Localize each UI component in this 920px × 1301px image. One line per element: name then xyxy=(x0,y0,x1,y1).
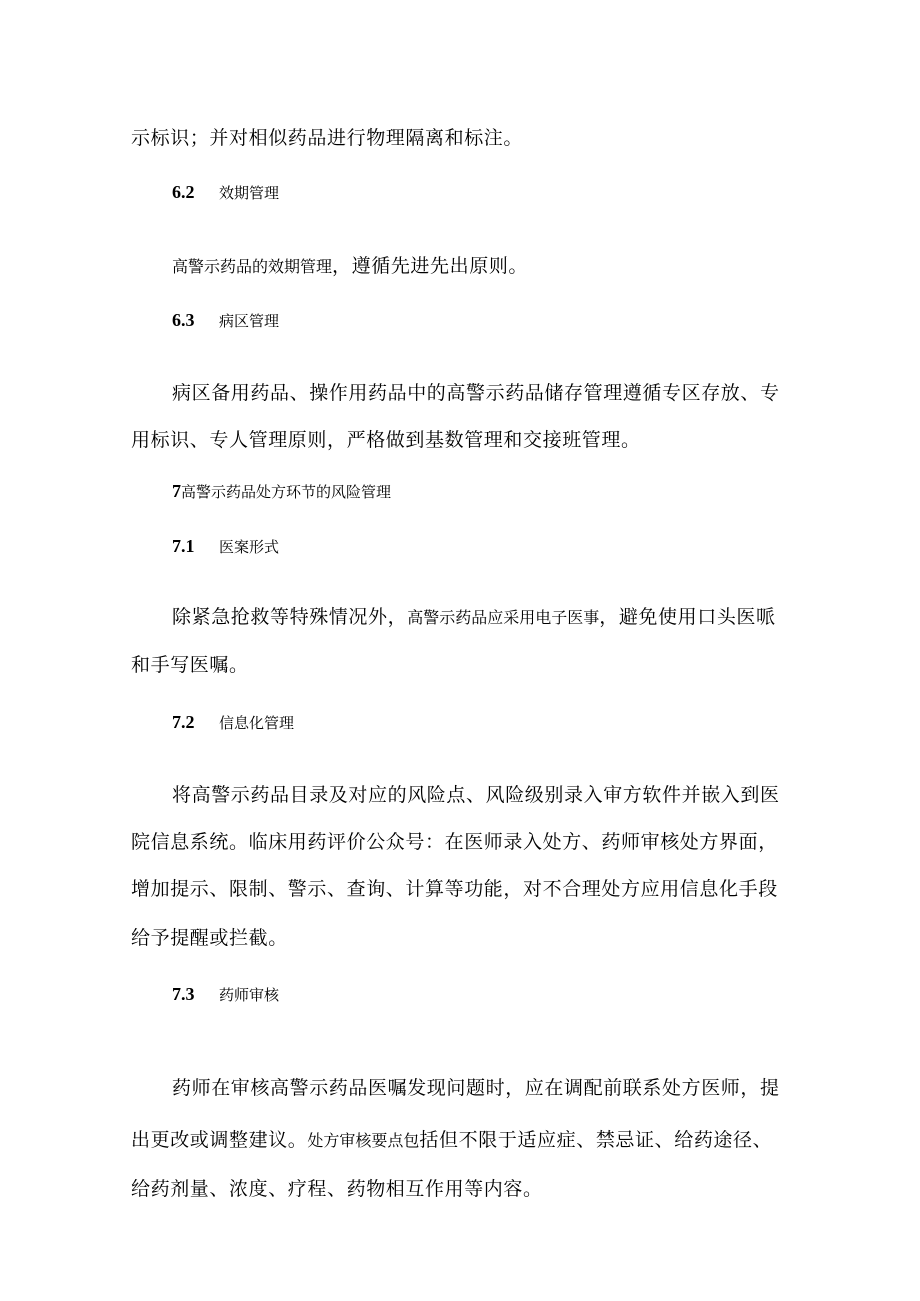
section-heading-7 xyxy=(172,480,391,503)
section-title: 高警示药品处方环节的风险管理 xyxy=(181,483,392,501)
section-number: 6.2 xyxy=(172,182,195,202)
paragraph-line: 药师在审核高警示药品医嘱发现问题时，应在调配前联系处方医师，提 xyxy=(172,1077,780,1099)
section-heading-7-3 xyxy=(172,983,279,1006)
paragraph-line: 将高警示药品目录及对应的风险点、风险级别录入审方软件并嵌入到医 xyxy=(172,784,780,806)
section-number: 7.1 xyxy=(172,536,195,556)
section-number: 7 xyxy=(172,481,181,501)
section-title: 效期管理 xyxy=(219,184,280,202)
paragraph-line: 给药剂量、浓度、疗程、药物相互作用等内容。 xyxy=(131,1178,543,1200)
paragraph-line: 病区备用药品、操作用药品中的高警示药品储存管理遵循专区存放、专 xyxy=(172,382,780,404)
section-title: 信息化管理 xyxy=(219,714,295,732)
section-heading-7-1 xyxy=(172,535,279,558)
paragraph-line xyxy=(172,606,776,629)
paragraph-line: 和手写医嘱。 xyxy=(131,654,249,676)
section-heading-6-3 xyxy=(172,309,279,332)
section-heading-6-2 xyxy=(172,181,279,204)
section-title: 药师审核 xyxy=(219,986,280,1004)
paragraph-line: 给予提醒或拦截。 xyxy=(131,927,288,949)
section-number: 7.3 xyxy=(172,984,195,1004)
section-heading-7-2 xyxy=(172,711,294,734)
paragraph-line: 增加提示、限制、警示、查询、计算等功能，对不合理处方应用信息化手段 xyxy=(131,878,778,900)
section-number: 7.2 xyxy=(172,712,195,732)
text-run: 括但不限于适应症、禁忌证、给药途径、 xyxy=(419,1129,773,1151)
paragraph-line xyxy=(172,255,528,278)
text-run: 高警示药品应采用电子医事 xyxy=(407,608,600,627)
text-run: 出更改或调整建议。 xyxy=(131,1129,308,1151)
section-title: 病区管理 xyxy=(219,312,280,330)
paragraph-line: 示标识；并对相似药品进行物理隔离和标注。 xyxy=(131,127,524,149)
section-title: 医案形式 xyxy=(219,538,280,556)
text-run: ，避免使用口头医哌 xyxy=(599,606,776,628)
paragraph-line: 用标识、专人管理原则，严格做到基数管理和交接班管理。 xyxy=(131,429,641,451)
paragraph-line: 院信息系统。临床用药评价公众号：在医师录入处方、药师审核处方界面， xyxy=(131,831,778,853)
text-run: 高警示药品的效期管理 xyxy=(172,257,333,276)
section-number: 6.3 xyxy=(172,310,195,330)
text-run: ，遵循先进先出原则。 xyxy=(332,255,529,277)
text-run: 除紧急抢救等特殊情况外， xyxy=(172,606,408,628)
text-run: 处方审核要点包 xyxy=(307,1131,420,1150)
paragraph-line xyxy=(131,1129,772,1152)
